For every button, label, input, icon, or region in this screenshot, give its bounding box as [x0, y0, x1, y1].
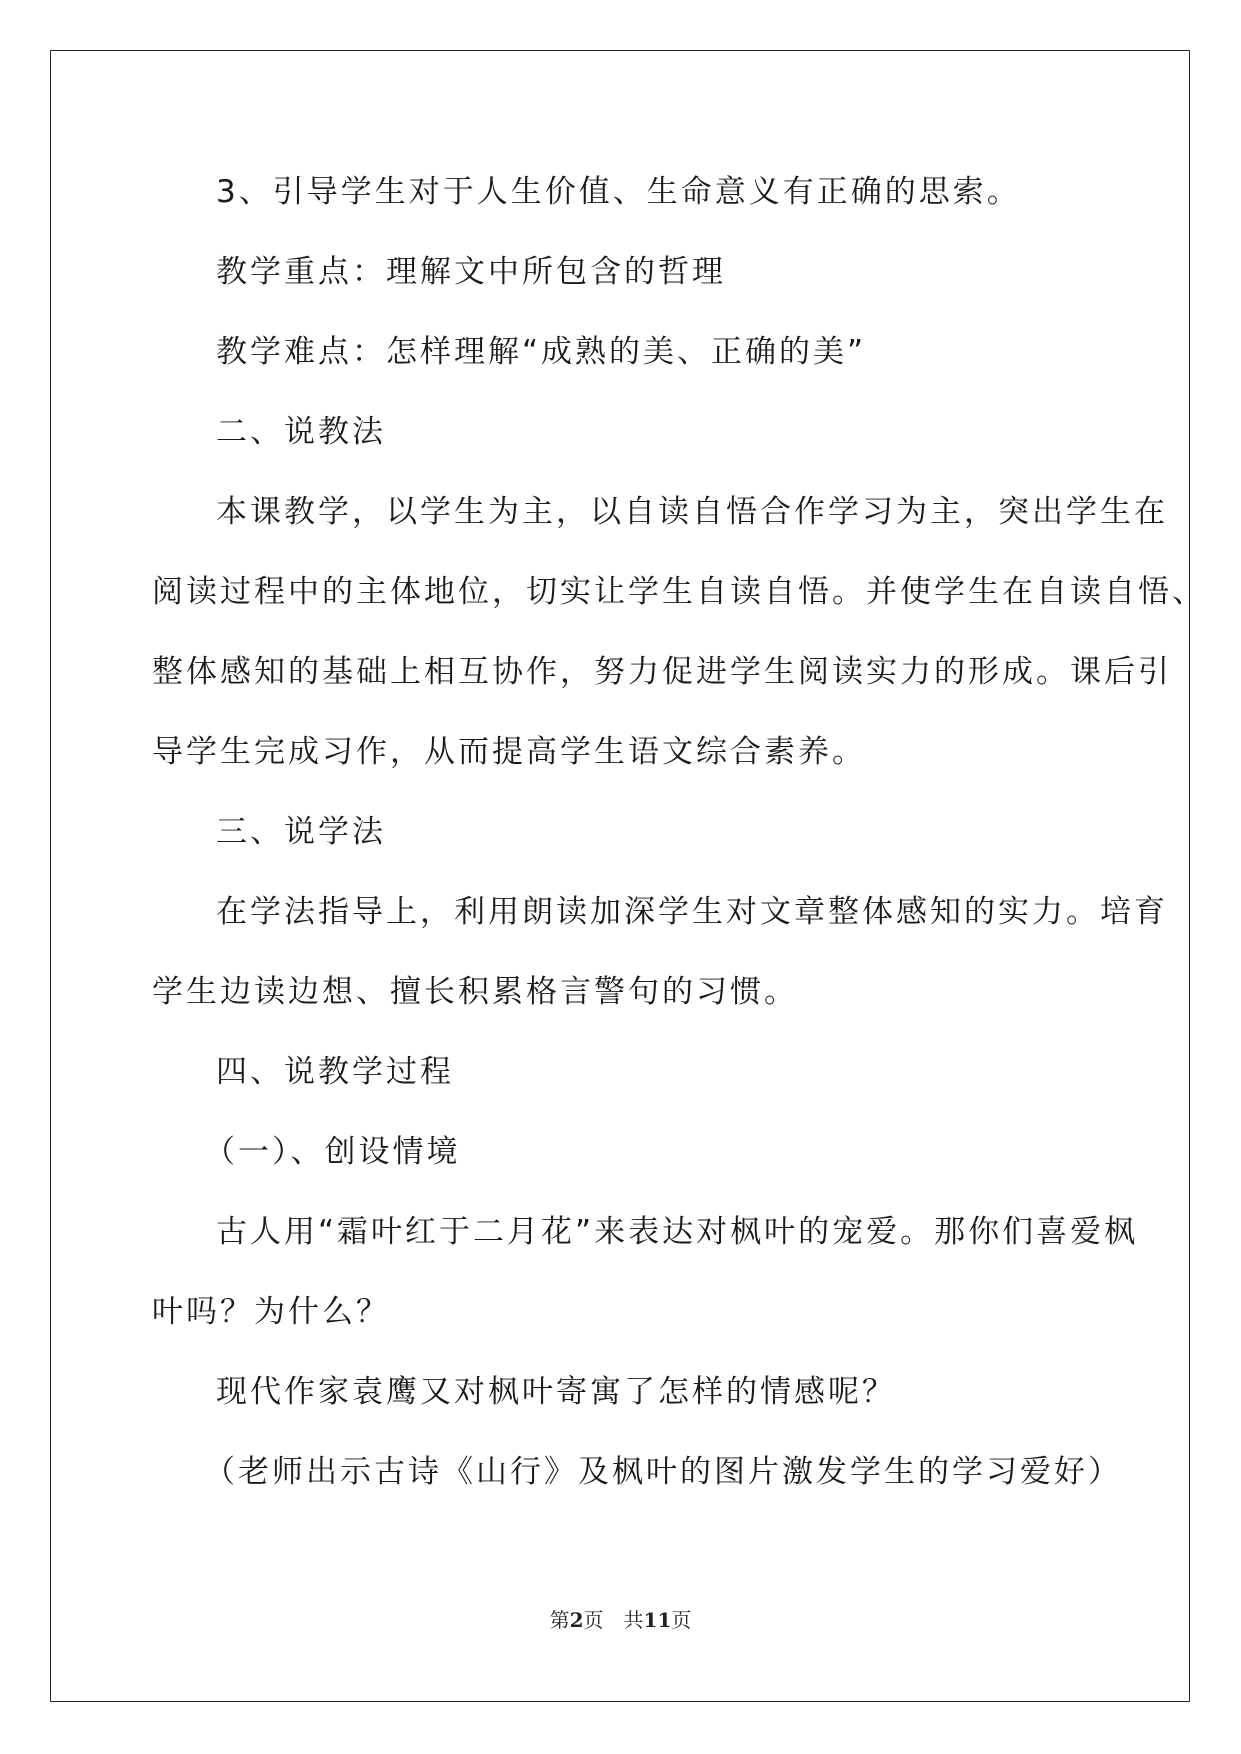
section-heading: 二、说教法: [216, 414, 386, 450]
paragraph-line: 阅读过程中的主体地位，切实让学生自读自悟。并使学生在自读自悟、: [152, 574, 1206, 610]
paragraph-line: 学生边读边想、擅长积累格言警句的习惯。: [152, 974, 798, 1010]
paragraph-line: （老师出示古诗《山行》及枫叶的图片激发学生的学习爱好）: [204, 1454, 1122, 1490]
section-heading: 三、说学法: [216, 814, 386, 850]
current-page-number: 2: [569, 1608, 584, 1632]
section-heading: 四、说教学过程: [216, 1054, 454, 1090]
footer-middle: 页 共: [583, 1608, 644, 1632]
page-number-footer: [0, 1604, 1241, 1633]
total-page-number: 11: [643, 1608, 672, 1632]
footer-prefix: 第: [549, 1608, 570, 1632]
paragraph-line: 整体感知的基础上相互协作，努力促进学生阅读实力的形成。课后引: [152, 654, 1172, 690]
paragraph-line: 古人用“霜叶红于二月花”来表达对枫叶的宠爱。那你们喜爱枫: [216, 1214, 1139, 1250]
paragraph-line: 导学生完成习作，从而提高学生语文综合素养。: [152, 734, 866, 770]
subsection-heading: （一）、创设情境: [204, 1134, 461, 1170]
paragraph-line: 现代作家袁鹰又对枫叶寄寓了怎样的情感呢？: [216, 1374, 896, 1410]
paragraph-line: 本课教学，以学生为主，以自读自悟合作学习为主，突出学生在: [216, 494, 1168, 530]
paragraph-line: 3、引导学生对于人生价值、生命意义有正确的思索。: [216, 174, 1021, 210]
paragraph-line: 教学难点：怎样理解“成熟的美、正确的美”: [216, 334, 867, 370]
footer-suffix: 页: [671, 1608, 692, 1632]
paragraph-line: 叶吗？为什么？: [152, 1294, 390, 1330]
paragraph-line: 在学法指导上，利用朗读加深学生对文章整体感知的实力。培育: [216, 894, 1168, 930]
paragraph-line: 教学重点：理解文中所包含的哲理: [216, 254, 726, 290]
